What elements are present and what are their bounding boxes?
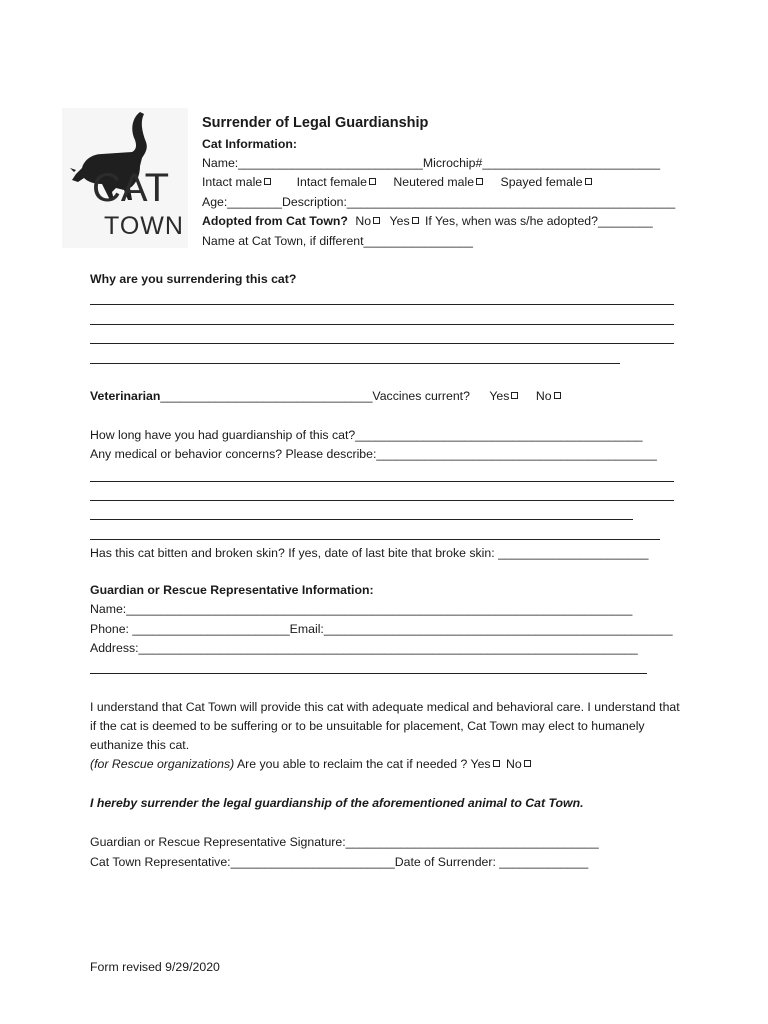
vaccines-yes-checkbox[interactable] xyxy=(511,392,518,399)
vaccines-label: Vaccines current? xyxy=(372,389,470,403)
concerns-row: Any medical or behavior concerns? Please describe:_________________________________________ xyxy=(90,447,657,461)
intact-male-checkbox[interactable] xyxy=(264,178,271,185)
why-question: Why are you surrendering this cat? xyxy=(90,272,297,286)
reclaim-yes-option[interactable]: Are you able to reclaim the cat if needed ? Yes xyxy=(237,757,500,771)
adopted-no-option[interactable]: No xyxy=(355,214,380,228)
date-of-surrender-field[interactable]: Date of Surrender: _____________ xyxy=(394,855,589,869)
neutered-male-checkbox[interactable] xyxy=(476,178,483,185)
reclaim-no-option[interactable]: No xyxy=(506,757,531,771)
answer-line[interactable] xyxy=(90,343,674,344)
answer-line[interactable] xyxy=(90,324,674,325)
answer-line[interactable] xyxy=(90,673,647,674)
guardian-address-row: Address:_________________________________________________________________________ xyxy=(90,641,638,655)
intact-female-checkbox[interactable] xyxy=(369,178,376,185)
adopted-when: If Yes, when was s/he adopted?________ xyxy=(425,214,653,228)
sex-options-row xyxy=(202,175,592,190)
adopted-no-checkbox[interactable] xyxy=(373,217,380,224)
name-at-cat-town-row: Name at Cat Town, if different________________ xyxy=(202,234,473,248)
answer-line[interactable] xyxy=(90,481,674,482)
neutered-male-option[interactable]: Neutered male xyxy=(393,175,483,189)
cat-town-logo xyxy=(62,108,188,248)
page-title: Surrender of Legal Guardianship xyxy=(202,115,429,131)
how-long-row: How long have you had guardianship of this cat?__________________________________________ xyxy=(90,428,643,442)
vaccines-no-checkbox[interactable] xyxy=(554,392,561,399)
agreement-text: I understand that Cat Town will provide this cat with adequate medical and behavioral care. I understand that if the cat is deemed to be suffering or to be unsuitable for placement, Cat Town may elect to humanely euthanize this cat. xyxy=(90,700,680,752)
surrender-statement: I hereby surrender the legal guardianship of the aforementioned animal to Cat Town. xyxy=(90,796,584,810)
adopted-label: Adopted from Cat Town? xyxy=(202,214,348,228)
cat-town-rep-field[interactable]: Cat Town Representative:________________________ xyxy=(90,855,395,869)
answer-line[interactable] xyxy=(90,539,660,540)
age-description-row: Age:________Description:________________________________________________ xyxy=(202,195,676,209)
adopted-yes-checkbox[interactable] xyxy=(412,217,419,224)
intact-female-option[interactable]: Intact female xyxy=(297,175,376,189)
guardian-heading: Guardian or Rescue Representative Information: xyxy=(90,583,374,597)
cat-name-row: Name:___________________________Microchip#__________________________ xyxy=(202,156,661,170)
form-revised-footer: Form revised 9/29/2020 xyxy=(90,960,220,974)
vet-row xyxy=(90,389,561,404)
vaccines-yes-option[interactable]: Yes xyxy=(489,389,518,403)
cat-town-rep-row xyxy=(90,855,588,870)
vet-field[interactable]: _______________________________ xyxy=(160,389,373,403)
bitten-row: Has this cat bitten and broken skin? If yes, date of last bite that broke skin: ______________________ xyxy=(90,546,649,560)
cat-info-heading: Cat Information: xyxy=(202,137,297,151)
logo-word-town: TOWN xyxy=(104,212,184,240)
spayed-female-checkbox[interactable] xyxy=(585,178,592,185)
guardian-signature-row: Guardian or Rescue Representative Signature:_____________________________________ xyxy=(90,835,599,849)
answer-line[interactable] xyxy=(90,304,674,305)
rescue-reclaim-row xyxy=(90,757,531,772)
answer-line[interactable] xyxy=(90,519,633,520)
adopted-yes-option[interactable]: Yes xyxy=(390,214,419,228)
vaccines-no-option[interactable]: No xyxy=(536,389,561,403)
logo-word-cat: CAT xyxy=(92,166,170,210)
guardian-name-row: Name:__________________________________________________________________________ xyxy=(90,602,633,616)
rescue-prefix: (for Rescue organizations) xyxy=(90,757,235,771)
answer-line[interactable] xyxy=(90,500,674,501)
guardian-phone-email-row: Phone: _______________________Email:___________________________________________________ xyxy=(90,622,673,636)
reclaim-yes-checkbox[interactable] xyxy=(493,760,500,767)
intact-male-option[interactable]: Intact male xyxy=(202,175,271,189)
spayed-female-option[interactable]: Spayed female xyxy=(501,175,592,189)
answer-line[interactable] xyxy=(90,363,620,364)
reclaim-no-checkbox[interactable] xyxy=(524,760,531,767)
adopted-row xyxy=(202,214,653,229)
vet-label: Veterinarian xyxy=(90,389,161,403)
